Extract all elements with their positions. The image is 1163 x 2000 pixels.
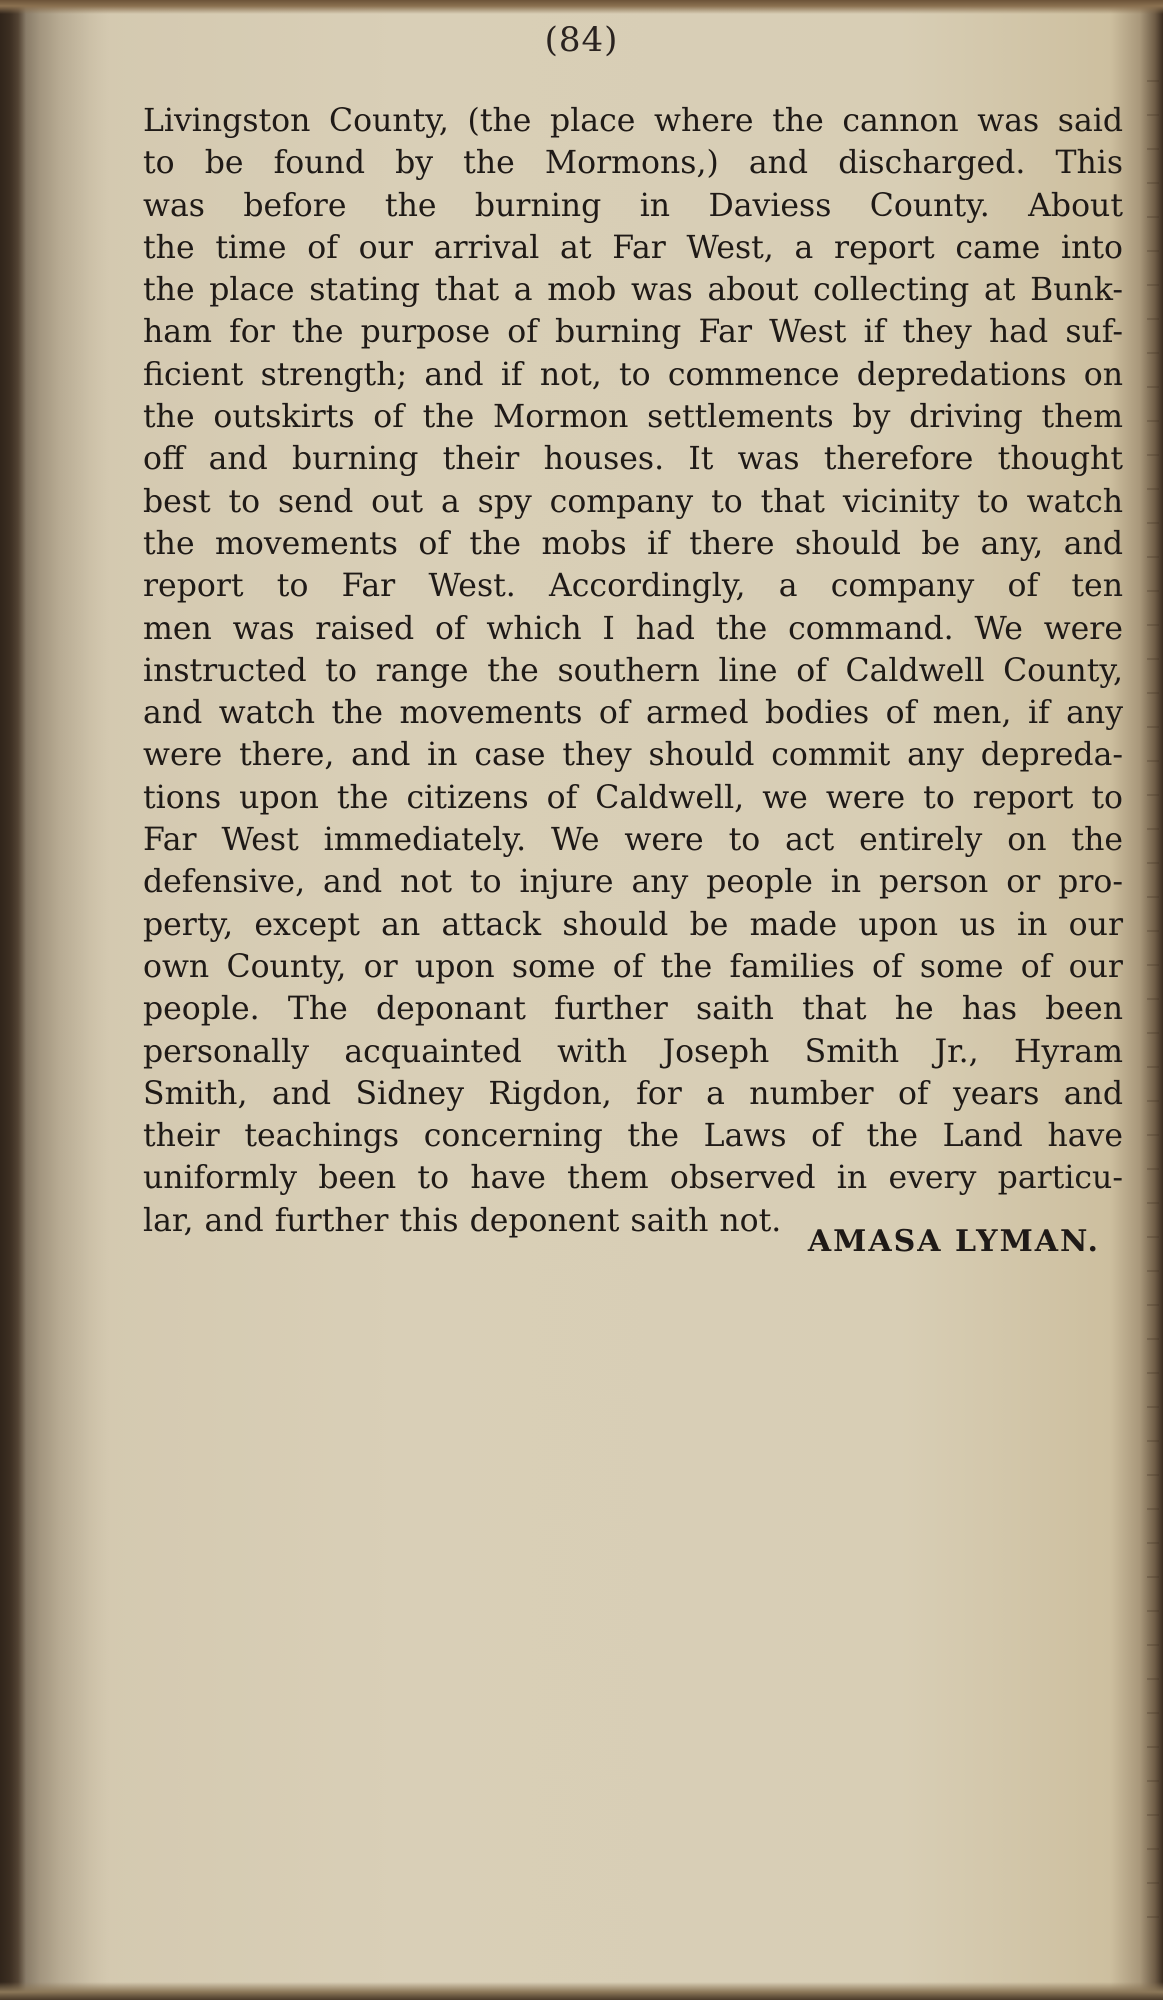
text-line: ham for the purpose of burning Far West if they had suf- xyxy=(143,314,1123,351)
page-number: (84) xyxy=(544,20,619,60)
page-fore-edge xyxy=(1147,80,1159,1930)
text-line: report to Far West. Accordingly, a company of ten xyxy=(143,568,1123,605)
text-line: defensive, and not to injure any people in person or pro- xyxy=(143,864,1123,901)
text-line: to be found by the Mormons,) and discharged. This xyxy=(143,145,1123,182)
text-line: their teachings concerning the Laws of the Land have xyxy=(143,1118,1123,1155)
text-line: the time of our arrival at Far West, a report came into xyxy=(143,229,1123,266)
text-line: ficient strength; and if not, to commence depredations on xyxy=(143,356,1123,393)
text-line: the movements of the mobs if there should be any, and xyxy=(143,525,1123,562)
signature: AMASA LYMAN. xyxy=(807,1224,1100,1259)
text-line: were there, and in case they should commit any depreda- xyxy=(143,737,1123,774)
text-line: own County, or upon some of the families of some of our xyxy=(143,948,1123,985)
text-line: off and burning their houses. It was therefore thought xyxy=(143,441,1123,478)
text-line: uniformly been to have them observed in every particu- xyxy=(143,1160,1123,1197)
text-line: Livingston County, (the place where the cannon was said xyxy=(143,103,1123,139)
text-line: best to send out a spy company to that vicinity to watch xyxy=(143,483,1123,520)
text-line: men was raised of which I had the command. We were xyxy=(143,610,1123,647)
text-line: Far West immediately. We were to act entirely on the xyxy=(143,822,1123,859)
body-text xyxy=(143,100,1123,1242)
text-line: and watch the movements of armed bodies of men, if any xyxy=(143,695,1123,732)
spine-shadow xyxy=(0,0,110,2000)
text-line: was before the burning in Daviess County. About xyxy=(143,187,1123,224)
text-line: lar, and further this deponent saith not. xyxy=(143,1202,782,1239)
text-line: personally acquainted with Joseph Smith Jr., Hyram xyxy=(143,1033,1123,1070)
text-line: Smith, and Sidney Rigdon, for a number of years and xyxy=(143,1075,1123,1112)
text-line: people. The deponant further saith that he has been xyxy=(143,991,1123,1028)
text-line: the outskirts of the Mormon settlements by driving them xyxy=(143,399,1123,436)
text-line: instructed to range the southern line of Caldwell County, xyxy=(143,652,1123,689)
text-line: tions upon the citizens of Caldwell, we were to report to xyxy=(143,779,1123,816)
text-line: the place stating that a mob was about collecting at Bunk- xyxy=(143,272,1123,309)
bottom-page-edge xyxy=(0,1982,1163,2000)
text-line: perty, except an attack should be made upon us in our xyxy=(143,906,1123,943)
top-page-edge xyxy=(0,0,1163,14)
